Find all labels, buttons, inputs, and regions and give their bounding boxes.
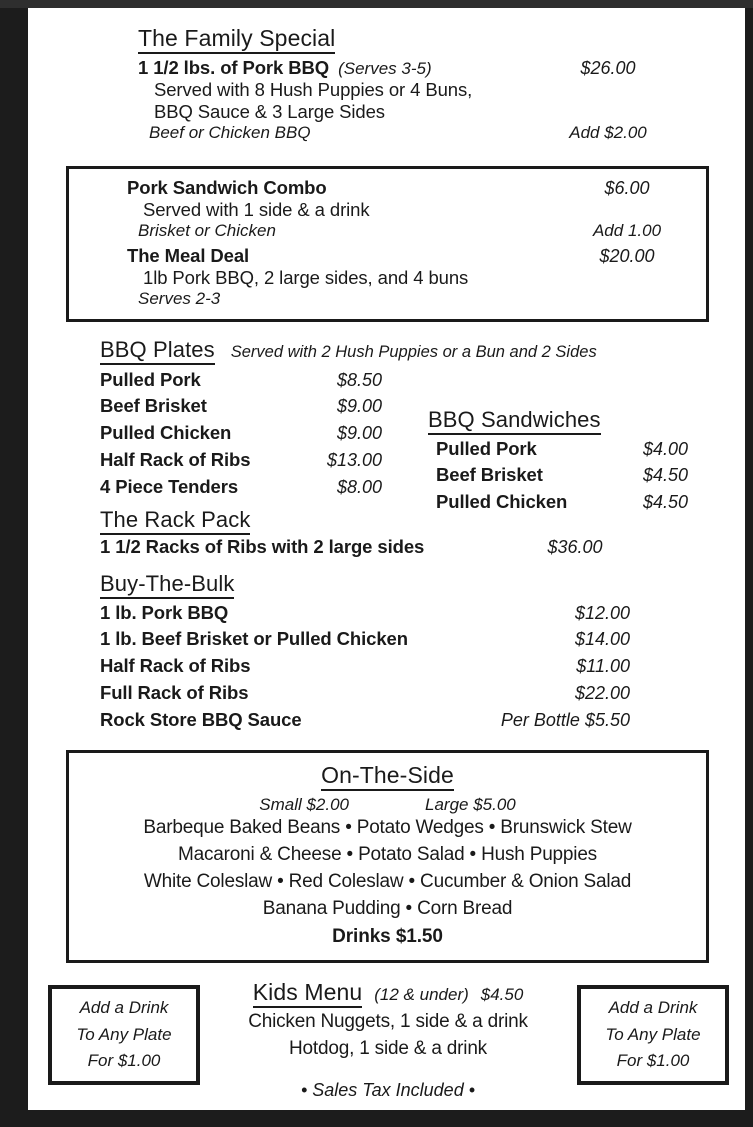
add-drink-line-3: For $1.00	[616, 1051, 690, 1071]
bbq-sandwiches-heading: BBQ Sandwiches	[428, 408, 601, 435]
plate-name: Pulled Chicken	[100, 422, 232, 444]
buy-the-bulk-heading: Buy-The-Bulk	[100, 572, 234, 599]
combo-desc: Served with 1 side & a drink	[143, 199, 370, 220]
bulk-row	[100, 680, 630, 707]
plate-name: 4 Piece Tenders	[100, 475, 239, 497]
section-buy-the-bulk	[100, 572, 630, 734]
plate-name: Half Rack of Ribs	[100, 449, 251, 471]
rack-pack-price: $36.00	[547, 536, 603, 557]
family-special-item: 1 1/2 lbs. of Pork BBQ	[138, 56, 330, 78]
drinks-price: Drinks $1.50	[332, 925, 443, 947]
rack-pack-row	[100, 536, 630, 558]
sides-line: Banana Pudding • Corn Bread	[262, 897, 513, 919]
add-drink-line-2: To Any Plate	[76, 1024, 172, 1044]
family-special-serves: (Serves 3-5)	[338, 58, 432, 78]
sandwich-name: Pulled Pork	[436, 437, 537, 459]
bulk-name: Rock Store BBQ Sauce	[100, 708, 302, 730]
plate-price: $8.50	[336, 369, 382, 390]
sandwich-row	[436, 462, 688, 489]
kids-menu-item: Hotdog, 1 side & a drink	[289, 1038, 487, 1060]
sandwich-price: $4.00	[642, 438, 688, 459]
meal-deal-name: The Meal Deal	[127, 245, 250, 266]
plate-price: $9.00	[336, 423, 382, 444]
plate-row	[100, 367, 382, 394]
plate-price: $13.00	[326, 450, 382, 471]
sandwich-name: Beef Brisket	[436, 464, 543, 486]
side-size-prices	[79, 795, 696, 815]
side-large-price: Large $5.00	[425, 794, 516, 814]
meal-deal-price: $20.00	[599, 246, 655, 266]
plate-price: $9.00	[336, 396, 382, 417]
sandwich-name: Pulled Chicken	[436, 491, 568, 513]
combo-option: Brisket or Chicken	[138, 221, 276, 240]
menu-content	[28, 8, 745, 1110]
sandwich-row	[436, 436, 688, 463]
side-small-price: Small $2.00	[259, 794, 350, 814]
sides-line: Macaroni & Cheese • Potato Salad • Hush Puppies	[178, 843, 597, 865]
meal-deal-row	[127, 245, 692, 267]
bulk-row	[100, 707, 630, 734]
buy-the-bulk-list	[100, 600, 630, 734]
add-drink-line-2: To Any Plate	[605, 1024, 701, 1044]
sandwich-price: $4.50	[642, 465, 688, 486]
section-rack-pack	[100, 508, 630, 558]
family-special-desc-1: Served with 8 Hush Puppies or 4 Buns,	[154, 78, 473, 100]
plate-name: Beef Brisket	[100, 395, 207, 417]
bulk-name: Full Rack of Ribs	[100, 682, 249, 704]
bbq-plates-heading: BBQ Plates	[100, 338, 215, 365]
combo-box-inner	[69, 177, 706, 309]
family-special-price: $26.00	[580, 57, 636, 78]
bulk-name: Half Rack of Ribs	[100, 655, 251, 677]
bulk-price: $12.00	[574, 602, 630, 623]
family-special-desc-2: BBQ Sauce & 3 Large Sides	[154, 100, 385, 122]
bulk-price: Per Bottle $5.50	[500, 709, 630, 730]
on-the-side-heading: On-The-Side	[321, 763, 454, 791]
bulk-price: $14.00	[574, 629, 630, 650]
family-special-option-row	[138, 123, 668, 143]
sides-line: Barbeque Baked Beans • Potato Wedges • Brunswick Stew	[143, 816, 632, 838]
kids-menu-item: Chicken Nuggets, 1 side & a drink	[248, 1010, 528, 1032]
bbq-plates-subtitle: Served with 2 Hush Puppies or a Bun and 2 Sides	[230, 343, 597, 361]
combo-option-price: Add 1.00	[592, 221, 662, 240]
meal-deal-desc: 1lb Pork BBQ, 2 large sides, and 4 buns	[143, 267, 469, 288]
plate-row	[100, 420, 382, 447]
plate-price: $8.00	[336, 476, 382, 497]
add-drink-line-3: For $1.00	[87, 1051, 161, 1071]
sales-tax-note: • Sales Tax Included •	[300, 1080, 476, 1100]
family-special-option-price: Add $2.00	[569, 122, 647, 142]
top-frame-band	[0, 0, 753, 8]
family-special-item-row	[138, 57, 668, 79]
plate-row	[100, 447, 382, 474]
menu-page	[28, 8, 745, 1110]
on-the-side-box	[66, 750, 709, 963]
section-bbq-sandwiches	[428, 408, 688, 516]
plate-row	[100, 474, 382, 501]
section-family-special	[138, 26, 668, 143]
rack-pack-heading: The Rack Pack	[100, 508, 250, 535]
section-kids-menu	[208, 980, 568, 1063]
sides-line: White Coleslaw • Red Coleslaw • Cucumber & Onion Salad	[143, 870, 632, 892]
meal-deal-serves: Serves 2-3	[138, 289, 221, 308]
bulk-row	[100, 653, 630, 680]
bulk-price: $11.00	[576, 656, 630, 677]
combo-row	[127, 177, 692, 199]
bulk-name: 1 lb. Pork BBQ	[100, 601, 229, 623]
kids-menu-price: $4.50	[480, 985, 524, 1004]
bbq-plates-list	[100, 367, 382, 501]
family-special-option: Beef or Chicken BBQ	[149, 122, 311, 142]
add-drink-box-right	[577, 985, 729, 1085]
bulk-row	[100, 600, 630, 627]
add-drink-line-1: Add a Drink	[79, 998, 169, 1018]
bulk-row	[100, 626, 630, 653]
plate-row	[100, 393, 382, 420]
family-special-heading: The Family Special	[138, 26, 335, 54]
combo-option-row	[127, 221, 692, 241]
add-drink-line-1: Add a Drink	[608, 998, 698, 1018]
bulk-name: 1 lb. Beef Brisket or Pulled Chicken	[100, 628, 408, 650]
bulk-price: $22.00	[574, 683, 630, 704]
combo-price: $6.00	[604, 178, 650, 198]
combo-name: Pork Sandwich Combo	[127, 177, 327, 198]
add-drink-box-left	[48, 985, 200, 1085]
rack-pack-item: 1 1/2 Racks of Ribs with 2 large sides	[100, 535, 425, 557]
plate-name: Pulled Pork	[100, 368, 201, 390]
bbq-plates-header	[100, 338, 700, 365]
combo-box	[66, 166, 709, 322]
bbq-sandwiches-list	[428, 436, 688, 516]
kids-menu-header	[208, 980, 568, 1008]
kids-menu-heading: Kids Menu	[253, 980, 363, 1008]
sandwich-price: $4.50	[642, 492, 688, 513]
kids-menu-age: (12 & under)	[374, 985, 469, 1004]
